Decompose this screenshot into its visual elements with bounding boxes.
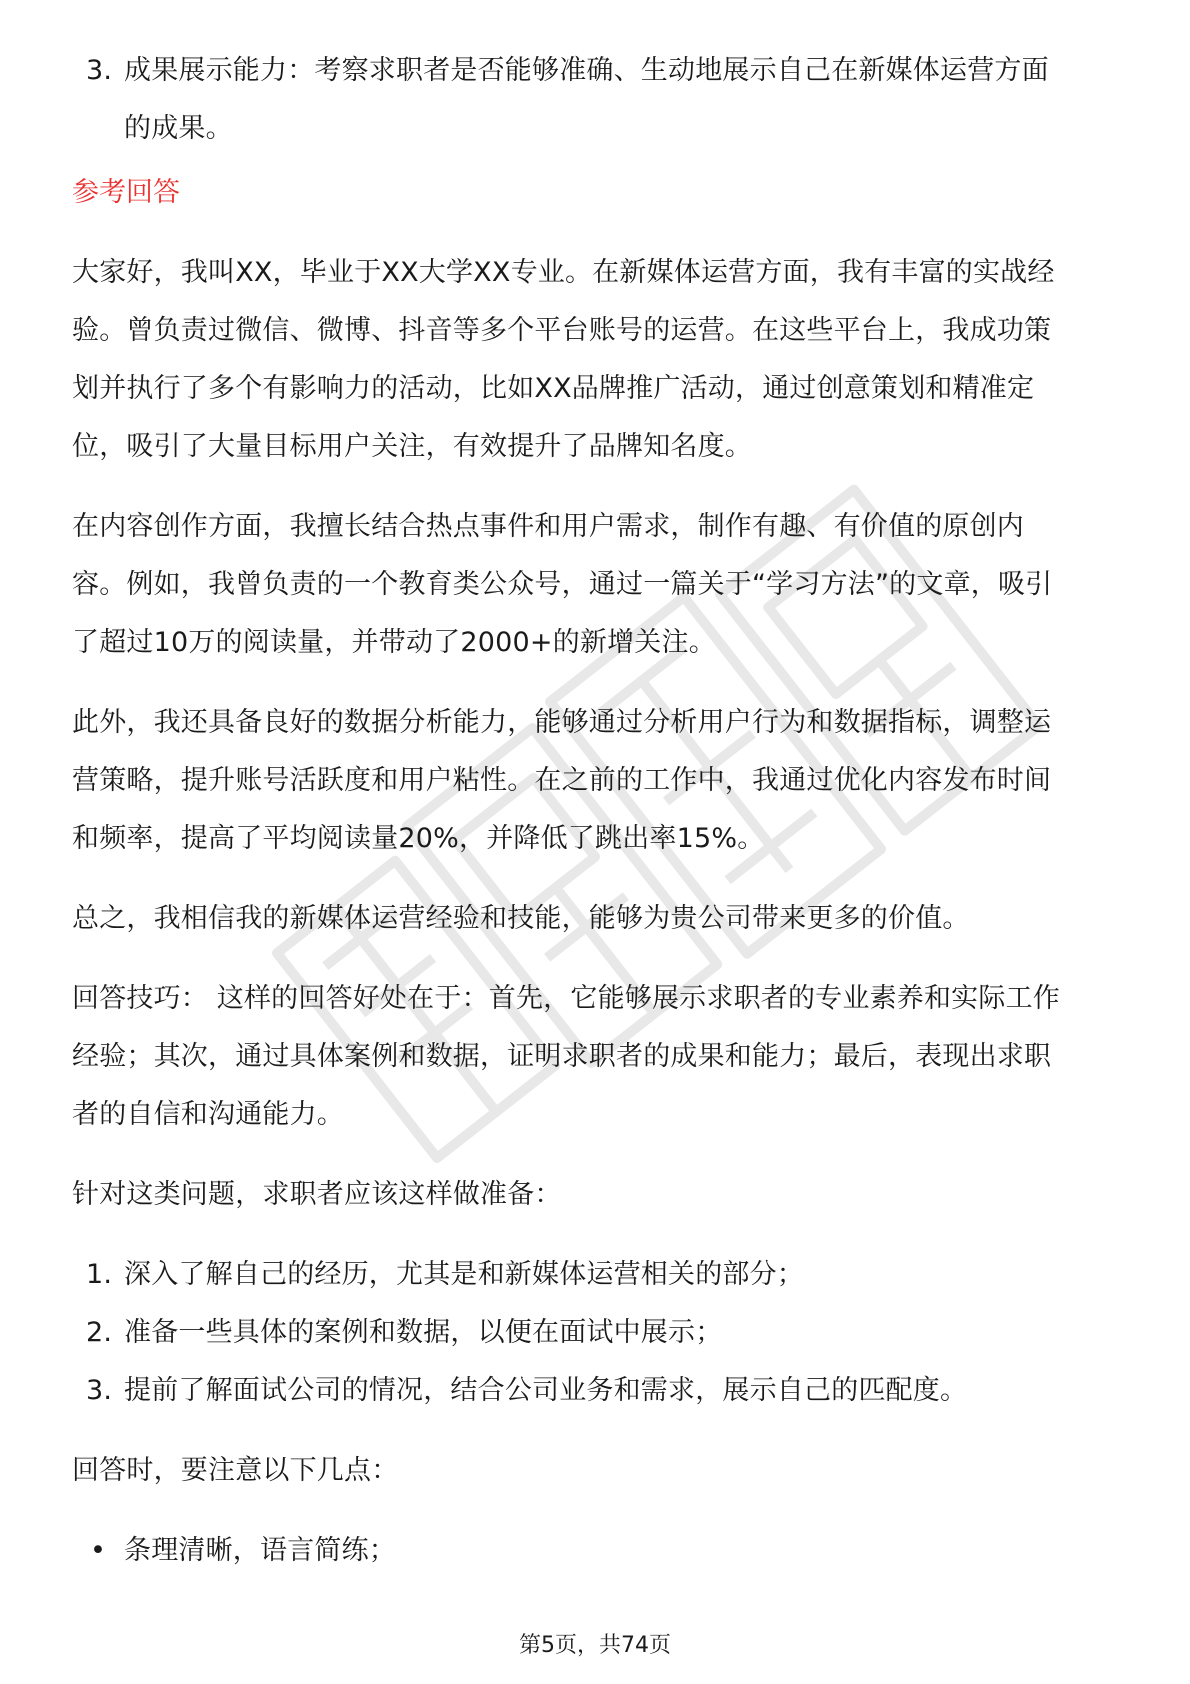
list-item-text: 条理清晰，语言简练； [124,1535,396,1566]
list-item [72,1362,1132,1420]
answer-paragraph-2 [72,498,1132,672]
list-item [72,42,1132,158]
list-number: 3. [86,1375,113,1406]
paragraph-line: 大家好，我叫XX，毕业于XX大学XX专业。在新媒体运营方面，我有丰富的实战经 [72,257,1055,288]
list-number: 1. [86,1259,113,1290]
bullet-icon: • [90,1535,107,1566]
list-number: 2. [86,1317,113,1348]
answer-paragraph-4 [72,890,1132,948]
paragraph-line: 划并执行了多个有影响力的活动，比如XX品牌推广活动，通过创意策划和精准定 [72,373,1035,404]
list-item-text: 准备一些具体的案例和数据，以便在面试中展示； [124,1317,723,1348]
answer-tips-paragraph [72,970,1132,1144]
preparation-list [72,1246,1132,1420]
paragraph-line: 此外，我还具备良好的数据分析能力，能够通过分析用户行为和数据指标，调整运 [72,707,1052,738]
list-item [72,1246,1132,1304]
document-body [72,42,1132,1580]
list-item-line: 的成果。 [124,113,233,144]
list-item [72,1304,1132,1362]
list-item-text: 深入了解自己的经历，尤其是和新媒体运营相关的部分； [124,1259,804,1290]
list-item-text: 提前了解面试公司的情况，结合公司业务和需求，展示自己的匹配度。 [124,1375,968,1406]
paragraph-line: 营策略，提升账号活跃度和用户粘性。在之前的工作中，我通过优化内容发布时间 [72,765,1052,796]
reference-answer-heading: 参考回答 [72,177,180,208]
paragraph-line: 在内容创作方面，我擅长结合热点事件和用户需求，制作有趣、有价值的原创内 [72,511,1024,542]
paragraph-line: 位，吸引了大量目标用户关注，有效提升了品牌知名度。 [72,431,752,462]
list-number: 3. [86,55,113,86]
preparation-intro: 针对这类问题，求职者应该这样做准备： [72,1179,562,1210]
notes-intro: 回答时，要注意以下几点： [72,1455,399,1486]
list-item [72,1522,1132,1580]
paragraph-line: 经验；其次，通过具体案例和数据，证明求职者的成果和能力；最后，表现出求职 [72,1041,1052,1072]
answer-paragraph-1 [72,244,1132,476]
paragraph-line: 总之，我相信我的新媒体运营经验和技能，能够为贵公司带来更多的价值。 [72,903,970,934]
paragraph-line: 者的自信和沟通能力。 [72,1099,344,1130]
paragraph-line: 容。例如，我曾负责的一个教育类公众号，通过一篇关于“学习方法”的文章，吸引 [72,569,1053,600]
notes-list [72,1522,1132,1580]
answer-paragraph-3 [72,694,1132,868]
list-item-line: 成果展示能力：考察求职者是否能够准确、生动地展示自己在新媒体运营方面 [124,55,1049,86]
paragraph-line: 验。曾负责过微信、微博、抖音等多个平台账号的运营。在这些平台上，我成功策 [72,315,1052,346]
paragraph-line: 回答技巧： 这样的回答好处在于：首先，它能够展示求职者的专业素养和实际工作 [72,983,1060,1014]
page-footer: 第5页，共74页 [519,1633,671,1658]
paragraph-line: 了超过10万的阅读量，并带动了2000+的新增关注。 [72,627,716,658]
paragraph-line: 和频率，提高了平均阅读量20%，并降低了跳出率15%。 [72,823,765,854]
